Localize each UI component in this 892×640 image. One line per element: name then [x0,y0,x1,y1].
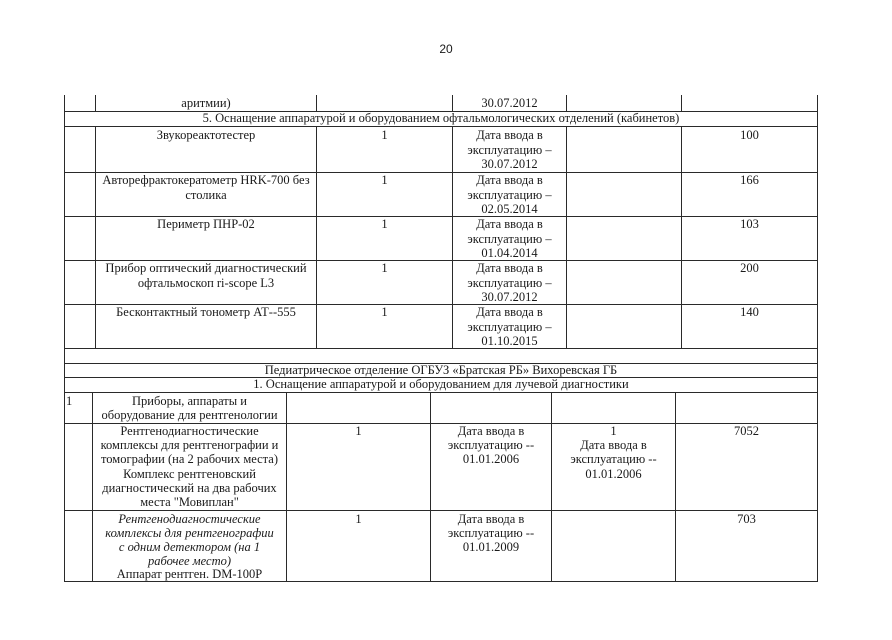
quantity: 1 [381,305,388,319]
table-rule [681,95,682,111]
table-rule [817,348,818,581]
quantity: 1 [381,173,388,187]
date-line: эксплуатацию – [467,188,552,202]
equipment-name: комплексы для рентгенографии и [100,438,279,452]
table-rule [286,392,287,581]
cell-top-name: аритмии) [181,96,231,110]
column5-line: Дата ввода в [580,438,647,452]
value: 7052 [734,424,759,438]
date-line: 30.07.2012 [481,157,538,171]
equipment-name: Авторефрактокератометр HRK-700 без [102,173,310,187]
date-line: 01.04.2014 [481,246,538,260]
table-rule [675,392,676,581]
table-rule [817,95,818,348]
section-title: 1. Оснащение аппаратурой и оборудованием для лучевой диагностики [253,377,629,391]
equipment-name: Приборы, аппараты и [132,394,247,408]
section-title: 5. Оснащение аппаратурой и оборудованием офтальмологических отделений (кабинетов) [202,111,680,125]
table-rule [64,510,818,511]
column5-line: 01.01.2006 [585,467,642,481]
quantity: 1 [381,261,388,275]
table-rule [551,392,552,581]
date-line: Дата ввода в [457,424,525,438]
value: 200 [740,261,759,275]
equipment-name: Периметр ПНР-02 [157,217,255,231]
table-rule [566,95,567,111]
date-line: 02.05.2014 [481,202,538,216]
value: 100 [740,128,759,142]
equipment-name: диагностический на два рабочих [102,481,277,495]
department-title: Педиатрическое отделение ОГБУЗ «Братская РБ» Вихоревская ГБ [264,363,618,377]
date-line: Дата ввода в [457,512,525,526]
date-line: эксплуатацию -- [447,438,535,452]
date-line: эксплуатацию – [467,320,552,334]
date-line: 01.01.2006 [462,452,520,466]
equipment-name: офтальмоскоп ri-scope L3 [137,276,275,290]
equipment-name: оборудование для рентгенологии [101,408,278,422]
cell-top-date: 30.07.2012 [481,96,538,110]
quantity: 1 [355,512,362,526]
equipment-name: места "Мовиплан" [140,495,239,509]
value: 166 [740,173,759,187]
table-rule [64,392,818,393]
date-line: эксплуатацию – [467,232,552,246]
date-line: 01.01.2009 [462,540,520,554]
date-line: 30.07.2012 [481,290,538,304]
column5-line: 1 [610,424,617,438]
row-number: 1 [66,394,73,408]
date-line: эксплуатацию – [467,276,552,290]
table-rule [566,126,567,348]
equipment-name: Звукореактотестер [156,128,256,142]
equipment-name: Комплекс рентгеновский [123,467,256,481]
equipment-name: с одним детектором (на 1 [118,540,261,554]
page-number: 20 [439,42,453,56]
value: 703 [737,512,756,526]
date-line: Дата ввода в [476,261,543,275]
equipment-name: столика [185,188,227,202]
date-line: Дата ввода в [476,217,543,231]
date-line: Дата ввода в [476,128,543,142]
date-line: 01.10.2015 [481,334,538,348]
date-line: Дата ввода в [476,305,543,319]
equipment-name: Бесконтактный тонометр АТ--555 [116,305,296,319]
equipment-name: томографии (на 2 рабочих места) [101,452,278,466]
date-line: Дата ввода в [476,173,543,187]
equipment-name: Рентгенодиагностические [118,512,261,526]
value: 103 [740,217,759,231]
equipment-name: комплексы для рентгенографии [105,526,274,540]
value: 140 [740,305,759,319]
quantity: 1 [381,217,388,231]
equipment-name: Аппарат рентген. DM-100P [116,567,263,581]
quantity: 1 [381,128,388,142]
date-line: эксплуатацию -- [447,526,535,540]
table-rule [316,95,317,111]
table-rule [64,95,65,348]
equipment-name: Прибор оптический диагностический [105,261,307,275]
table-rule [64,126,818,127]
quantity: 1 [355,424,362,438]
date-line: эксплуатацию – [467,143,552,157]
equipment-name: рабочее место) [147,554,232,568]
table-rule [64,348,818,349]
equipment-name: Рентгенодиагностические [120,424,259,438]
column5-line: эксплуатацию -- [570,452,657,466]
